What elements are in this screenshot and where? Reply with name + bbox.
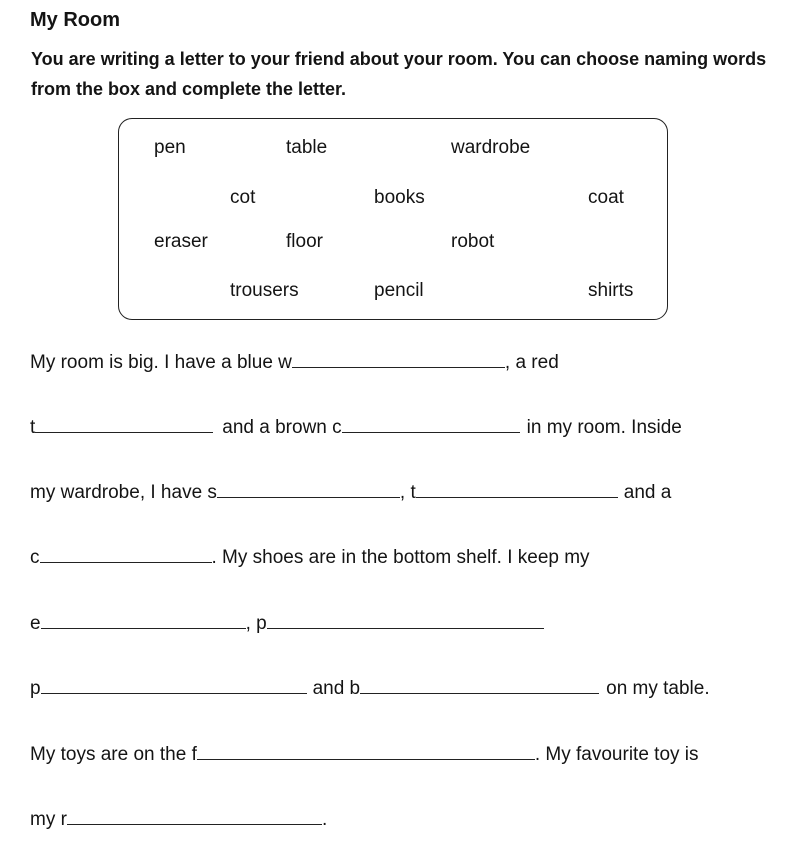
word-pencil: pencil — [374, 280, 424, 301]
letter-line-5 — [30, 608, 544, 634]
word-pen: pen — [154, 137, 186, 158]
letter-text: p — [30, 678, 41, 699]
word-box — [118, 118, 668, 320]
letter-text: My room is big. I have a blue w — [30, 352, 292, 373]
letter-text: c — [30, 547, 40, 568]
blank-pencil[interactable] — [41, 673, 307, 694]
blank-cot[interactable] — [342, 412, 520, 433]
blank-trousers[interactable] — [416, 477, 618, 498]
letter-text: on my table. — [606, 678, 710, 699]
letter-line-4 — [30, 542, 590, 568]
word-wardrobe: wardrobe — [451, 137, 531, 158]
letter-text: . My favourite toy is — [534, 744, 699, 765]
letter-text: and a — [623, 482, 672, 503]
letter-text: e — [30, 613, 41, 634]
letter-text: my wardrobe, I have s — [30, 482, 217, 503]
letter-line-6 — [30, 673, 710, 699]
letter-line-2 — [30, 412, 682, 438]
word-eraser: eraser — [154, 231, 208, 252]
letter-line-8 — [30, 804, 327, 830]
word-robot: robot — [451, 231, 495, 252]
blank-shirts[interactable] — [217, 477, 400, 498]
letter-text: , p — [245, 613, 267, 634]
letter-text: t — [30, 417, 36, 438]
blank-coat[interactable] — [40, 542, 212, 563]
letter-line-3 — [30, 477, 671, 503]
letter-line-7 — [30, 739, 699, 765]
blank-robot[interactable] — [67, 804, 322, 825]
letter-text: . — [321, 809, 328, 830]
blank-floor[interactable] — [197, 739, 535, 760]
letter-text: . My shoes are in the bottom shelf. I keep my — [211, 547, 590, 568]
word-table: table — [286, 137, 328, 158]
blank-table[interactable] — [35, 412, 213, 433]
letter-text: my r — [30, 809, 67, 830]
letter-text: and b — [312, 678, 361, 699]
word-coat: coat — [588, 187, 624, 208]
blank-books[interactable] — [360, 673, 599, 694]
letter-text: My toys are on the f — [30, 744, 197, 765]
letter-line-1 — [30, 347, 559, 373]
blank-pen[interactable] — [267, 608, 544, 629]
blank-eraser[interactable] — [41, 608, 246, 629]
letter-text: , a red — [504, 352, 559, 373]
letter-text: and a brown c — [222, 417, 342, 438]
word-shirts: shirts — [588, 280, 634, 301]
blank-wardrobe[interactable] — [292, 347, 505, 368]
instructions: You are writing a letter to your friend about your room. You can choose naming words from the box and complete the letter. — [31, 49, 767, 99]
letter-text: , t — [399, 482, 416, 503]
word-books: books — [374, 187, 425, 208]
word-floor: floor — [286, 231, 323, 252]
worksheet-title: My Room — [30, 9, 120, 31]
letter-text: in my room. Inside — [526, 417, 682, 438]
word-trousers: trousers — [230, 280, 299, 301]
word-cot: cot — [230, 187, 256, 208]
